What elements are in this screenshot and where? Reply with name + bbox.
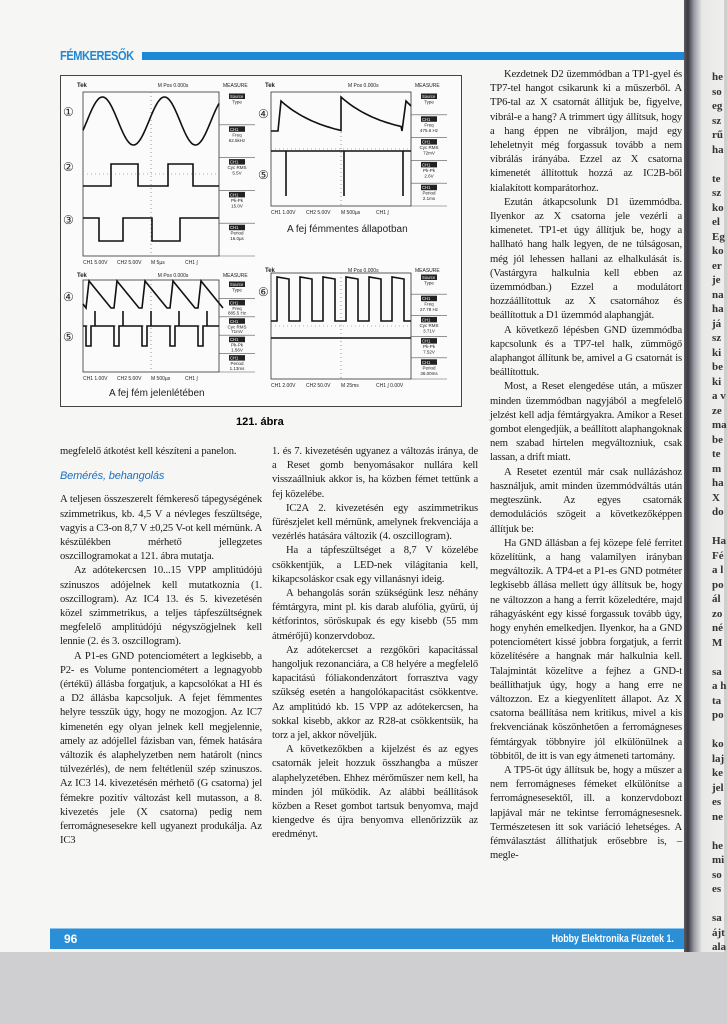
measure-value: 2.6V xyxy=(424,173,434,179)
paragraph: A teljesen összeszerelt fémkereső tápegységének szimmetrikus, kb. 4,5 V a névleges feszültsége, vagyis a C3-on 8,7 V ±0,25 V-ot kell mérnünk. A készülékben mérhető jellegzetes oszcillogramokat a 121. ábra mutatja. xyxy=(60,494,263,563)
scope-position-readout: M Pos 0.000s xyxy=(157,83,189,89)
scope-bottom-readout: CH2 5.00V xyxy=(117,260,142,266)
measure-value: 3.71V xyxy=(423,328,435,334)
measure-value: 2.1ms xyxy=(422,196,436,202)
measure-value: 71mV xyxy=(231,329,243,334)
footer-band xyxy=(50,928,684,949)
measure-source: CH1 xyxy=(230,318,239,324)
scope-panel-4 xyxy=(256,261,461,406)
measure-value: Pk-Pk xyxy=(422,167,436,173)
measure-value: 16.0µs xyxy=(230,236,244,242)
scope-bottom-readout: CH2 50.0V xyxy=(306,383,331,389)
measure-source: Source xyxy=(230,94,244,99)
measure-source: CH1 xyxy=(422,162,431,168)
text-column-2 xyxy=(272,445,478,843)
measure-value: Cyc RMS xyxy=(227,324,247,330)
measure-source: CH1 xyxy=(422,185,431,191)
section-heading: Bemérés, behangolás xyxy=(60,470,165,483)
measure-value: 1.56V xyxy=(231,347,243,353)
measure-value: 27.78 Hz xyxy=(419,307,439,313)
measure-value: Pk-Pk xyxy=(422,344,436,350)
panel-caption: A fej fémmentes állapotban xyxy=(287,224,408,235)
scope-tek-label: Tek xyxy=(77,273,87,279)
scope-bottom-readout: CH1 5.00V xyxy=(83,260,108,266)
measure-source: Source xyxy=(230,282,244,287)
scope-bottom-readout: CH2 5.00V xyxy=(306,210,331,216)
scope-bottom-readout: CH1 ∫ xyxy=(185,260,198,266)
scope-bottom-readout: CH2 5.00V xyxy=(117,376,142,382)
measure-value: Pk-Pk xyxy=(230,342,244,348)
scope-bottom-readout: M 500µs xyxy=(341,210,361,216)
page-number: 96 xyxy=(64,932,78,946)
trace-number: ④ xyxy=(258,107,269,121)
scope-bottom-readout: CH1 ∫ xyxy=(376,210,389,216)
measure-value: Period xyxy=(422,190,436,196)
measure-source: CH1 xyxy=(230,337,239,343)
scope-bottom-readout: M 5µs xyxy=(151,260,165,266)
scope-measure-label: MEASURE xyxy=(223,83,248,89)
measure-value: Cyc RMS xyxy=(419,145,439,151)
measure-value: 1.13ms xyxy=(229,365,245,371)
measure-value: Period xyxy=(230,230,244,236)
measure-value: Type xyxy=(424,280,434,286)
measure-source: CH1 xyxy=(422,317,431,323)
paragraph: A TP5-öt úgy állítsuk be, hogy a műszer a nem ferromágneses fémeket elkülönítse a ferromágnesesektől, ill. a konzervdobozt lapjával már ne tekintse ferromágnesesnek. Természetesen itt sok variáció lehetséges. A fémválasztást állíthatjuk erősebbre is, – megle- xyxy=(490,764,682,862)
measure-value: Freq xyxy=(424,122,434,128)
measure-value: Period xyxy=(230,361,244,367)
paragraph: Most, a Reset elengedése után, a műszer minden üzemmódban nagyjából a megfelelő jelzést kell adja fémtárgyakra. Amikor a Reset gombot elengedjük, a beállított alaphangoknak nem szabad hirtelen megváltozniuk, csak lassan, a drift miatt. xyxy=(490,381,682,464)
next-page-text-fragments: he so eg sz rű ha te sz ko el Eg ko er je na ha já sz ki be ki a v ze ma be te m ha X do Ha Fé a l po ál zo né M sa a h ta po ko laj ke jel es ne he mi so es sa ájt ala xyxy=(712,71,727,953)
waveform-trace xyxy=(83,281,223,308)
header-rule xyxy=(142,52,684,60)
waveform-trace xyxy=(271,277,411,321)
scope-bottom-readout: M 500µs xyxy=(151,376,171,382)
scope-tek-label: Tek xyxy=(265,83,275,89)
paragraph: A P1-es GND potenciométert a legkisebb, a P2- es Volume pontenciométert a legnagyobb (értékű) állásba forgatjuk, a kapcsolókat a HI és a D2 állásba kapcsoljuk. A fejet fémmentes helyre tesszük úgy, hogy ne mozogjon. Az IC7 kimenetén egy olyan jelnek kell megjelennie, amely az adójellel fázisban van, fémek hatására változik és alaphelyzetben nem határolt (nincs túlvezérlés), de nem feltétlenül szép szinuszos. Az IC3 14. kivezetésén mérhető (G csatorna) jel fémekre pozitív változást kell mutasson, a 8. kivezetés jele (X csatorna) pedig nem ferromágnesesekre kell ugyanezt produkálja. Az IC3 xyxy=(60,650,262,847)
measure-source: CH1 xyxy=(422,338,431,344)
scope-measure-label: MEASURE xyxy=(415,268,440,274)
scope-bottom-readout: CH1 ∫ 0.00V xyxy=(376,383,404,389)
measure-source: CH1 xyxy=(422,116,431,122)
measure-source: CH1 xyxy=(422,139,431,145)
measure-source: CH1 xyxy=(230,355,239,361)
measure-value: Freq xyxy=(232,132,242,138)
scope-bottom-readout: M 25ms xyxy=(341,383,359,389)
measure-source: CH1 xyxy=(230,126,239,132)
scope-panel-3 xyxy=(61,266,261,382)
measure-value: Cyc RMS xyxy=(419,322,439,328)
panel-caption: A fej fém jelenlétében xyxy=(109,388,205,399)
scope-tek-label: Tek xyxy=(265,268,275,274)
scope-bottom-readout: CH1 1.00V xyxy=(271,210,296,216)
measure-value: 7.52V xyxy=(423,349,435,355)
trace-number: ⑥ xyxy=(258,285,269,299)
paragraph: A következőkben a kijelzést és az egyes csatornák jeleit hozzuk összhangba a műszer alaphelyzetében. Ehhez mérőműszer nem kell, ha minden jól működik. Az alábbi beállítások közben a Reset gombot tartsuk benyomva, majd kiengedve és újra benyomva ellenőrizzük az eredményt. xyxy=(272,744,478,841)
paragraph: IC2A 2. kivezetésén egy aszimmetrikus fűrészjelet kell mérnünk, amelynek frekvenciája a vezérlés hatására változik (4. oszcillogram). xyxy=(272,502,478,543)
trace-number: ① xyxy=(63,105,74,119)
scope-position-readout: M Pos 0.000s xyxy=(348,83,379,89)
trace-number: ⑤ xyxy=(258,168,269,182)
measure-source: CH1 xyxy=(230,300,239,306)
paragraph: 1. és 7. kivezetésén ugyanez a változás iránya, de a Reset gomb benyomásakor nullára kell visszaállniuk akkor is, ha közben fémet tettünk a fej közelébe. xyxy=(272,446,478,500)
oscillogram-figure xyxy=(60,75,462,407)
trace-number: ③ xyxy=(63,213,74,227)
text-column-1 xyxy=(60,445,262,848)
scope-position-readout: M Pos 0.000s xyxy=(348,268,379,274)
measure-value: 15.0V xyxy=(231,203,243,209)
measure-value: 885.5 Hz xyxy=(227,310,247,316)
scope-measure-label: MEASURE xyxy=(415,83,440,89)
measure-value: 36.00ms xyxy=(420,370,438,376)
paragraph: Az adótekercset a rezgőköri kapacitással hangoljuk rezonanciára, a C8 helyére a megfelelő kapacitású fóliakondenzátort forrasztva vagy szükség esetén a hangolókapacitást csökkentve. Az amplitúdó kb. 15 VPP az adótekercsen, ha sokkal kisebb, akkor az R28-at csökkentsük, ha torz a jel, akkor növeljük. xyxy=(272,644,478,742)
scope-bottom-readout: CH1 1.00V xyxy=(83,376,108,382)
measure-value: Freq xyxy=(424,301,434,307)
paragraph: Ezután átkapcsolunk D1 üzemmódba. Ilyenkor az X csatorna jele vezérli a kimenetet. TP1-et úgy állítjuk be, hogy a hallható hang halk legyen, de ne túlságosan, még jól lehessen hallani az elhalkulását is. (Vastárgyra halkulnia kell ebben az üzemmódban.) Ezzel a modulátort hozzáállítottuk az X csatornához és beállítottuk a D1 üzemmód alaphangját. xyxy=(490,196,682,322)
scope-bottom-readout: CH1 2.00V xyxy=(271,383,296,389)
measure-value: Cyc RMS xyxy=(227,165,247,171)
measure-value: 62.5kHz xyxy=(228,137,246,143)
measure-value: Type xyxy=(232,287,242,293)
section-header: FÉMKERESŐK xyxy=(60,48,134,63)
figure-caption: 121. ábra xyxy=(236,416,284,428)
scope-tek-label: Tek xyxy=(77,83,87,89)
scope-measure-label: MEASURE xyxy=(223,273,248,279)
scope-position-readout: M Pos 0.000s xyxy=(157,273,189,279)
measure-source: CH1 xyxy=(230,159,239,165)
paragraph: A Resetet ezentúl már csak nullázáshoz használjuk, amit minden üzemmódváltás után megteszünk. Az egyes csatornák demodulációs szögeit a következőképpen állítjuk be: xyxy=(490,466,682,535)
scope-bottom-readout: CH1 ∫ xyxy=(185,376,198,382)
measure-value: 5.5V xyxy=(232,170,242,176)
scope-panel-2 xyxy=(256,76,461,218)
measure-source: CH1 xyxy=(422,296,431,302)
trace-number: ④ xyxy=(63,290,74,304)
paragraph: Az adótekercsen 10...15 VPP amplitúdójú szinuszos adójelnek kell mutatkoznia (1. oszcillogram). Az IC4 13. és 5. kivezetésén közel szimmetrikus, a teljes tápfeszültségnek megfelelő amplitúdójú négyszögjelnek kell lennie (2. és 3. oszcillogram). xyxy=(60,565,262,648)
measure-source: Source xyxy=(422,275,436,280)
measure-source: CH1 xyxy=(230,225,239,231)
waveform-trace xyxy=(271,151,411,196)
measure-value: Type xyxy=(424,99,434,105)
waveform-trace xyxy=(83,164,219,186)
text-column-3 xyxy=(490,68,682,863)
paragraph: A következő lépésben GND üzemmódba kapcsolunk és a TP7-tel halk, zümmögő alaphangot állítunk be, amivel a G csatornát is beállítottuk. xyxy=(490,324,682,379)
trace-number: ② xyxy=(63,160,74,174)
paragraph: Kezdetnek D2 üzemmódban a TP1-gyel és TP7-tel hangot csikarunk ki a műszerből. A TP6-tal az X csatornát állítjuk be, figyelve, vibrál-e a hang? A trimmert úgy állítsuk, hogy a hang éppen ne vibráljon, majd egy leheletnyit még forgassuk tovább a nem vibrálás irányába. Ezzel az X csatorna kimenetét állítottuk hozzá az IC2B-ből kialakított komparátorhoz. xyxy=(490,69,682,194)
scope-panel-1 xyxy=(61,76,261,266)
measure-source: CH1 xyxy=(230,192,239,198)
paragraph: Ha GND állásban a fej közepe felé ferritet közelítünk, a hang valamilyen irányban megváltozik. A TP4-et a P1-es GND potméter legkisebb állása mellett úgy állítsuk be, hogy ne változzon a hang a ferrit közeledtére, majd ráhagyásként egy kissé forgassuk tovább úgy, hogy enyhén emelkedjen. Ilyenkor, ha a GND potenciométert kissé jobbra forgatjuk, a ferrit közelítésére a hangnak már halkulnia kell. Talajmintát közelítve a fejhez a GND-t beállíthatjuk úgy, hogy a hang erre ne változzon. Ez a kiegyenlített állapot. Az X csatorna beállítása nem kritikus, mivel a kis frekvenciának köszönhetően a ferromágneses fémtárgyak többnyire jól elkülönülnek a többitől, de itt is van egy átmeneti tartomány. xyxy=(490,537,682,762)
paragraph: Ha a tápfeszültséget a 8,7 V közelébe csökkentjük, a LED-nek világítania kell, kikapcsoláskor csak egy villanásnyi ideig. xyxy=(272,545,478,585)
paragraph: A behangolás során szükségünk lesz néhány fémtárgyra, mint pl. kis darab alufólia, gyűrű, új kétforintos, söröskupak és egy kisebb (55 mm átmérőjű) konzervdoboz. xyxy=(272,588,478,642)
waveform-trace xyxy=(271,97,411,131)
measure-source: CH1 xyxy=(422,359,431,365)
measure-value: 72mV xyxy=(423,150,435,156)
paragraph: megfelelő átkotést kell készíteni a panelon. xyxy=(60,446,237,457)
measure-value: 475.6 Hz xyxy=(419,127,439,133)
magazine-title: Hobby Elektronika Füzetek 1. xyxy=(551,933,674,945)
measure-value: Type xyxy=(232,99,242,105)
measure-value: Freq xyxy=(232,305,242,311)
measure-value: Period xyxy=(422,365,436,371)
trace-number: ⑤ xyxy=(63,330,74,344)
waveform-trace xyxy=(83,218,219,241)
measure-source: Source xyxy=(422,94,436,99)
measure-value: Pk-Pk xyxy=(230,197,244,203)
